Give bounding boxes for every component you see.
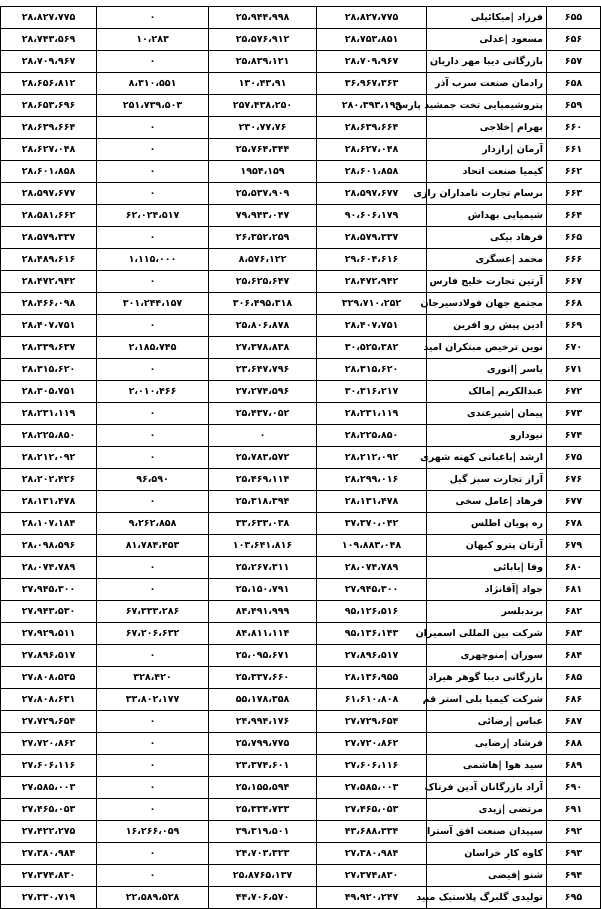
amount-3-cell: ۸،۳۱۰،۵۵۱ (97, 73, 209, 95)
amount-3-cell: ۰ (97, 579, 209, 601)
amount-1-cell: ۲۷،۶۰۶،۱۱۶ (317, 755, 427, 777)
company-name-cell: آرمان |رازدار (427, 139, 547, 161)
table-row (1, 557, 601, 579)
amount-4-cell: ۲۸،۶۵۶،۸۱۲ (1, 73, 97, 95)
amount-4-cell: ۲۸،۶۲۷،۰۴۸ (1, 139, 97, 161)
amount-4-cell: ۲۸،۸۲۷،۷۷۵ (1, 7, 97, 29)
row-number-cell: ۶۶۴ (547, 205, 601, 227)
amount-2-cell: ۲۵،۶۲۵،۶۴۷ (209, 271, 317, 293)
amount-4-cell: ۲۸،۲۰۲،۴۲۶ (1, 469, 97, 491)
amount-1-cell: ۲۸،۵۷۹،۳۳۷ (317, 227, 427, 249)
company-name-cell: ادین پیش رو افرین (427, 315, 547, 337)
table-row (1, 799, 601, 821)
amount-2-cell: ۲۵،۴۳۷،۰۵۲ (209, 403, 317, 425)
amount-3-cell: ۰ (97, 755, 209, 777)
table-row (1, 359, 601, 381)
table-row (1, 887, 601, 909)
company-name-cell: آرتین تجارت خلیج فارس (427, 271, 547, 293)
table-row (1, 95, 601, 117)
amount-1-cell: ۲۷،۷۲۹،۶۵۴ (317, 711, 427, 733)
row-number-cell: ۶۹۳ (547, 843, 601, 865)
amount-3-cell: ۱۰،۲۸۳ (97, 29, 209, 51)
amount-1-cell: ۲۸،۸۲۷،۷۷۵ (317, 7, 427, 29)
amount-3-cell: ۸۱،۷۸۴،۴۵۳ (97, 535, 209, 557)
row-number-cell: ۶۹۵ (547, 887, 601, 909)
company-name-cell: سید هوا |هاشمی (427, 755, 547, 777)
amount-3-cell: ۲۲،۵۸۹،۵۲۸ (97, 887, 209, 909)
amount-4-cell: ۲۸،۲۱۲،۰۹۲ (1, 447, 97, 469)
amount-2-cell: ۲۵،۲۶۷،۳۱۱ (209, 557, 317, 579)
row-number-cell: ۶۵۸ (547, 73, 601, 95)
table-row (1, 161, 601, 183)
amount-1-cell: ۲۷،۴۶۵،۰۵۳ (317, 799, 427, 821)
row-number-cell: ۶۹۴ (547, 865, 601, 887)
row-number-cell: ۶۹۲ (547, 821, 601, 843)
amount-2-cell: ۷۹،۹۴۳،۰۴۷ (209, 205, 317, 227)
row-number-cell: ۶۹۰ (547, 777, 601, 799)
amount-4-cell: ۲۷،۸۰۸،۶۳۱ (1, 689, 97, 711)
amount-2-cell: ۲۵،۴۶۹،۱۱۴ (209, 469, 317, 491)
row-number-cell: ۶۸۴ (547, 645, 601, 667)
amount-3-cell: ۳۲۸،۴۲۰ (97, 667, 209, 689)
amount-1-cell: ۲۸،۳۱۵،۶۲۰ (317, 359, 427, 381)
amount-2-cell: ۲۵،۰۹۵،۶۷۱ (209, 645, 317, 667)
amount-3-cell: ۳۰۱،۲۴۴،۱۵۷ (97, 293, 209, 315)
amount-2-cell: ۲۵،۱۵۵،۵۹۴ (209, 777, 317, 799)
row-number-cell: ۶۶۳ (547, 183, 601, 205)
company-name-cell: فرهاد |عامل سخی (427, 491, 547, 513)
table-row (1, 843, 601, 865)
table-row (1, 623, 601, 645)
amount-1-cell: ۲۸،۷۵۳،۸۵۱ (317, 29, 427, 51)
amount-2-cell: ۲۵،۸۳۹،۱۲۱ (209, 51, 317, 73)
amount-3-cell: ۰ (97, 403, 209, 425)
amount-3-cell: ۶۲،۰۲۴،۵۱۷ (97, 205, 209, 227)
company-name-cell: وفا |بابائی (427, 557, 547, 579)
amount-4-cell: ۲۸،۵۹۷،۶۷۷ (1, 183, 97, 205)
amount-2-cell: ۴۴،۷۰۶،۵۷۰ (209, 887, 317, 909)
amount-2-cell: ۲۴،۷۰۳،۳۲۳ (209, 843, 317, 865)
amount-3-cell: ۰ (97, 7, 209, 29)
amount-1-cell: ۲۸،۴۷۲،۹۴۲ (317, 271, 427, 293)
company-name-cell: شرکت بین المللی اسمیران (427, 623, 547, 645)
row-number-cell: ۶۷۷ (547, 491, 601, 513)
amount-3-cell: ۲،۰۱۰،۴۶۶ (97, 381, 209, 403)
amount-3-cell: ۶۷،۲۰۶،۶۳۲ (97, 623, 209, 645)
amount-2-cell: ۳۹،۳۱۹،۵۰۱ (209, 821, 317, 843)
amount-2-cell: ۱۹۵۴،۱۵۹ (209, 161, 317, 183)
amount-3-cell: ۰ (97, 799, 209, 821)
amount-1-cell: ۹۰،۶۰۶،۱۷۹ (317, 205, 427, 227)
row-number-cell: ۶۸۲ (547, 601, 601, 623)
amount-2-cell: ۲۷،۳۷۸،۸۳۸ (209, 337, 317, 359)
amount-4-cell: ۲۸،۴۰۷،۷۵۱ (1, 315, 97, 337)
amount-3-cell: ۳۳،۸۰۲،۱۷۷ (97, 689, 209, 711)
table-row (1, 491, 601, 513)
amount-4-cell: ۲۸،۲۳۱،۱۱۹ (1, 403, 97, 425)
table-row (1, 73, 601, 95)
amount-2-cell: ۲۴،۹۹۴،۱۷۶ (209, 711, 317, 733)
row-number-cell: ۶۸۰ (547, 557, 601, 579)
table-row (1, 601, 601, 623)
company-name-cell: ارشد |باغبانی کهنه شهری (427, 447, 547, 469)
amount-3-cell: ۰ (97, 645, 209, 667)
company-name-cell: مجتمع جهان فولادسیرجان (427, 293, 547, 315)
amount-4-cell: ۲۷،۸۰۸،۵۳۵ (1, 667, 97, 689)
amount-2-cell: ۲۵،۹۴۴،۹۹۸ (209, 7, 317, 29)
company-name-cell: آراز تجارت سبز گیل (427, 469, 547, 491)
amount-1-cell: ۳۷،۳۷۰،۰۴۲ (317, 513, 427, 535)
amount-4-cell: ۲۷،۴۲۲،۲۷۵ (1, 821, 97, 843)
row-number-cell: ۶۶۲ (547, 161, 601, 183)
company-name-cell: سوران |منوچهری (427, 645, 547, 667)
amount-4-cell: ۲۸،۶۵۳،۶۹۶ (1, 95, 97, 117)
table-row (1, 381, 601, 403)
row-number-cell: ۶۸۱ (547, 579, 601, 601)
amount-4-cell: ۲۷،۶۰۶،۱۱۶ (1, 755, 97, 777)
company-name-cell: پیمان |شیرعندی (427, 403, 547, 425)
row-number-cell: ۶۸۷ (547, 711, 601, 733)
amount-3-cell: ۰ (97, 733, 209, 755)
row-number-cell: ۶۸۵ (547, 667, 601, 689)
amount-1-cell: ۲۷،۷۲۰،۸۶۲ (317, 733, 427, 755)
amount-4-cell: ۲۸،۶۰۱،۸۵۸ (1, 161, 97, 183)
company-name-cell: سپیدان صنعت افق آسترا (427, 821, 547, 843)
amount-1-cell: ۲۷،۳۷۴،۸۳۰ (317, 865, 427, 887)
company-name-cell: پتروشیمیایی تخت جمشید پارس (427, 95, 547, 117)
amount-3-cell: ۰ (97, 139, 209, 161)
amount-4-cell: ۲۸،۱۳۱،۴۷۸ (1, 491, 97, 513)
amount-2-cell: ۲۵،۵۳۷،۹۰۹ (209, 183, 317, 205)
company-name-cell: رادمان صنعت سرب آذر (427, 73, 547, 95)
table-row (1, 293, 601, 315)
row-number-cell: ۶۸۹ (547, 755, 601, 777)
amount-3-cell: ۰ (97, 865, 209, 887)
amount-1-cell: ۳۲۹،۷۱۰،۲۵۲ (317, 293, 427, 315)
table-row (1, 315, 601, 337)
amount-3-cell: ۰ (97, 447, 209, 469)
amount-3-cell: ۰ (97, 359, 209, 381)
table-row (1, 579, 601, 601)
amount-4-cell: ۲۸،۰۷۴،۷۸۹ (1, 557, 97, 579)
row-number-cell: ۶۵۹ (547, 95, 601, 117)
amount-1-cell: ۳۶،۹۶۷،۳۶۳ (317, 73, 427, 95)
amount-2-cell: ۳۳،۶۳۳،۰۳۸ (209, 513, 317, 535)
table-row (1, 51, 601, 73)
amount-4-cell: ۲۷،۳۳۰،۷۱۹ (1, 887, 97, 909)
company-name-cell: فرهاد بیکی (427, 227, 547, 249)
row-number-cell: ۶۷۵ (547, 447, 601, 469)
table-row (1, 667, 601, 689)
amount-3-cell: ۰ (97, 183, 209, 205)
company-name-cell: کاوه کار خراسان (427, 843, 547, 865)
amount-3-cell: ۰ (97, 777, 209, 799)
table-row (1, 821, 601, 843)
company-name-cell: بازرگانی دیبا گوهر هیراد (427, 667, 547, 689)
amount-4-cell: ۲۸،۳۱۵،۶۲۰ (1, 359, 97, 381)
amount-4-cell: ۲۸،۳۳۹،۶۳۷ (1, 337, 97, 359)
amount-2-cell: ۲۵،۷۹۹،۷۷۵ (209, 733, 317, 755)
table-row (1, 469, 601, 491)
amount-1-cell: ۲۷،۸۹۶،۵۱۷ (317, 645, 427, 667)
table-row (1, 205, 601, 227)
table-row (1, 755, 601, 777)
amount-4-cell: ۲۸،۳۰۵،۷۵۱ (1, 381, 97, 403)
amount-1-cell: ۳۰،۵۲۵،۳۸۲ (317, 337, 427, 359)
table-row (1, 733, 601, 755)
company-name-cell: آراد بازرگانان آدین فرتاک (427, 777, 547, 799)
row-number-cell: ۶۵۶ (547, 29, 601, 51)
amount-1-cell: ۲۸،۵۹۷،۶۷۷ (317, 183, 427, 205)
row-number-cell: ۶۵۵ (547, 7, 601, 29)
company-name-cell: نیودارو (427, 425, 547, 447)
row-number-cell: ۶۶۱ (547, 139, 601, 161)
amount-3-cell: ۹،۲۶۲،۸۵۸ (97, 513, 209, 535)
row-number-cell: ۶۹۱ (547, 799, 601, 821)
amount-4-cell: ۲۸،۵۸۱،۶۶۲ (1, 205, 97, 227)
company-name-cell: کیمیا صنعت اتحاد (427, 161, 547, 183)
amount-4-cell: ۲۷،۳۸۰،۹۸۴ (1, 843, 97, 865)
amount-4-cell: ۲۷،۹۴۳،۵۳۰ (1, 601, 97, 623)
amount-2-cell: ۳۰۶،۴۹۵،۳۱۸ (209, 293, 317, 315)
table-row (1, 337, 601, 359)
amount-4-cell: ۲۷،۷۲۰،۸۶۲ (1, 733, 97, 755)
amount-4-cell: ۲۸،۴۶۶،۰۹۸ (1, 293, 97, 315)
row-number-cell: ۶۶۸ (547, 293, 601, 315)
amount-1-cell: ۲۸،۲۳۱،۱۱۹ (317, 403, 427, 425)
amount-3-cell: ۰ (97, 843, 209, 865)
row-number-cell: ۶۶۵ (547, 227, 601, 249)
table-row (1, 513, 601, 535)
row-number-cell: ۶۷۶ (547, 469, 601, 491)
amount-1-cell: ۲۸،۲۱۲،۰۹۲ (317, 447, 427, 469)
amount-3-cell: ۰ (97, 227, 209, 249)
company-name-cell: فرزاد |میکائیلی (427, 7, 547, 29)
amount-3-cell: ۱،۱۱۵،۰۰۰ (97, 249, 209, 271)
company-name-cell: شیمیایی بهداش (427, 205, 547, 227)
row-number-cell: ۶۷۴ (547, 425, 601, 447)
company-name-cell: شنو |فیضی (427, 865, 547, 887)
table-row (1, 711, 601, 733)
company-name-cell: مرتضی |زیدی (427, 799, 547, 821)
amount-1-cell: ۲۸،۱۳۱،۴۷۸ (317, 491, 427, 513)
table-row (1, 183, 601, 205)
amount-1-cell: ۲۸،۷۰۹،۹۶۷ (317, 51, 427, 73)
table-row (1, 29, 601, 51)
amount-2-cell: ۲۳۰،۷۷،۷۶ (209, 117, 317, 139)
amount-4-cell: ۲۸،۱۰۷،۱۸۴ (1, 513, 97, 535)
amount-2-cell: ۸۴،۴۹۱،۹۹۹ (209, 601, 317, 623)
table-row (1, 249, 601, 271)
row-number-cell: ۶۷۱ (547, 359, 601, 381)
amount-1-cell: ۹۵،۱۳۶،۱۴۳ (317, 623, 427, 645)
amount-1-cell: ۲۸،۲۲۵،۸۵۰ (317, 425, 427, 447)
company-name-cell: مسعود |عدلی (427, 29, 547, 51)
row-number-cell: ۶۸۶ (547, 689, 601, 711)
amount-1-cell: ۲۹،۶۰۴،۶۱۶ (317, 249, 427, 271)
company-name-cell: برندبلسر (427, 601, 547, 623)
amount-2-cell: ۲۵،۳۱۸،۳۹۴ (209, 491, 317, 513)
company-name-cell: عبدالکریم |مالک (427, 381, 547, 403)
amount-1-cell: ۴۳،۶۸۸،۳۳۴ (317, 821, 427, 843)
table-row (1, 447, 601, 469)
amount-3-cell: ۱۶،۲۶۶،۰۵۹ (97, 821, 209, 843)
amount-3-cell: ۰ (97, 51, 209, 73)
row-number-cell: ۶۷۸ (547, 513, 601, 535)
table-row (1, 7, 601, 29)
amount-4-cell: ۲۷،۷۲۹،۶۵۴ (1, 711, 97, 733)
table-row (1, 689, 601, 711)
amount-1-cell: ۲۷،۹۴۵،۳۰۰ (317, 579, 427, 601)
amount-4-cell: ۲۷،۴۶۵،۰۵۳ (1, 799, 97, 821)
amount-1-cell: ۳۰،۳۱۶،۲۱۷ (317, 381, 427, 403)
amount-2-cell: ۲۶،۳۵۲،۲۵۹ (209, 227, 317, 249)
amount-1-cell: ۱۰۹،۸۸۳،۰۴۸ (317, 535, 427, 557)
company-name-cell: شرکت کیمیا بلی استر قم (427, 689, 547, 711)
table-row (1, 403, 601, 425)
table-row (1, 645, 601, 667)
amount-3-cell: ۰ (97, 271, 209, 293)
amount-1-cell: ۲۸،۴۰۷،۷۵۱ (317, 315, 427, 337)
table-row (1, 425, 601, 447)
amount-2-cell: ۱۳۰،۴۳،۹۱ (209, 73, 317, 95)
amount-1-cell: ۲۷،۳۸۰،۹۸۴ (317, 843, 427, 865)
amount-2-cell: ۸،۵۷۶،۱۲۲ (209, 249, 317, 271)
row-number-cell: ۶۶۰ (547, 117, 601, 139)
row-number-cell: ۶۷۳ (547, 403, 601, 425)
row-number-cell: ۶۵۷ (547, 51, 601, 73)
company-name-cell: یاسر |انوری (427, 359, 547, 381)
row-number-cell: ۶۷۰ (547, 337, 601, 359)
amount-4-cell: ۲۸،۶۳۹،۶۶۴ (1, 117, 97, 139)
amount-2-cell: ۵۵،۱۷۸،۳۵۸ (209, 689, 317, 711)
amount-1-cell: ۶۱،۶۱۰،۸۰۸ (317, 689, 427, 711)
company-name-cell: ره پویان اطلس (427, 513, 547, 535)
amount-4-cell: ۲۸،۷۴۳،۵۶۹ (1, 29, 97, 51)
amount-3-cell: ۹۶،۵۹۰ (97, 469, 209, 491)
amount-2-cell: ۲۵،۷۶۴،۳۴۴ (209, 139, 317, 161)
ledger-body (1, 7, 601, 909)
amount-2-cell: ۲۵۷،۴۳۸،۲۵۰ (209, 95, 317, 117)
company-name-cell: محمد |عسگری (427, 249, 547, 271)
amount-2-cell: ۲۵،۷۸۳،۵۷۲ (209, 447, 317, 469)
amount-3-cell: ۶۷،۳۳۳،۲۸۶ (97, 601, 209, 623)
amount-4-cell: ۲۷،۹۲۹،۵۱۱ (1, 623, 97, 645)
amount-2-cell: ۲۷،۲۷۴،۵۹۶ (209, 381, 317, 403)
amount-2-cell: ۲۵،۸۷۶۵،۱۳۷ (209, 865, 317, 887)
row-number-cell: ۶۶۶ (547, 249, 601, 271)
company-name-cell: بازرگانی دیبا مهر داریان (427, 51, 547, 73)
row-number-cell: ۶۶۹ (547, 315, 601, 337)
amount-2-cell: ۲۵،۵۷۶،۹۱۲ (209, 29, 317, 51)
table-row (1, 777, 601, 799)
amount-4-cell: ۲۷،۹۴۵،۳۰۰ (1, 579, 97, 601)
amount-2-cell: ۲۵،۸۰۶،۸۷۸ (209, 315, 317, 337)
amount-2-cell: ۱۰۳،۶۴۱،۸۱۶ (209, 535, 317, 557)
amount-2-cell: ۲۳،۶۴۷،۷۹۶ (209, 359, 317, 381)
amount-3-cell: ۰ (97, 425, 209, 447)
amount-4-cell: ۲۸،۲۲۵،۸۵۰ (1, 425, 97, 447)
row-number-cell: ۶۸۸ (547, 733, 601, 755)
amount-4-cell: ۲۷،۵۸۵،۰۰۳ (1, 777, 97, 799)
company-name-cell: نوین ترخیص مبتکران امید (427, 337, 547, 359)
amount-2-cell: ۰ (209, 425, 317, 447)
company-name-cell: برسام تجارت نامداران رازی (427, 183, 547, 205)
amount-2-cell: ۲۵،۳۳۷،۶۶۰ (209, 667, 317, 689)
amount-1-cell: ۹۵،۱۲۶،۵۱۶ (317, 601, 427, 623)
amount-4-cell: ۲۷،۸۹۶،۵۱۷ (1, 645, 97, 667)
amount-1-cell: ۲۸،۶۰۱،۸۵۸ (317, 161, 427, 183)
row-number-cell: ۶۷۹ (547, 535, 601, 557)
row-number-cell: ۶۶۷ (547, 271, 601, 293)
amount-1-cell: ۲۸،۰۷۴،۷۸۹ (317, 557, 427, 579)
amount-1-cell: ۲۸،۶۳۹،۶۶۴ (317, 117, 427, 139)
amount-2-cell: ۲۳،۳۷۴،۶۰۱ (209, 755, 317, 777)
company-name-cell: آرتان پترو کیهان (427, 535, 547, 557)
amount-1-cell: ۲۸،۱۳۶،۹۵۵ (317, 667, 427, 689)
company-name-cell: تولیدی گلبرگ پلاستیک مبید (427, 887, 547, 909)
ledger-table (0, 6, 601, 909)
amount-3-cell: ۰ (97, 117, 209, 139)
amount-4-cell: ۲۸،۴۸۹،۶۱۶ (1, 249, 97, 271)
company-name-cell: جواد |آقانژاد (427, 579, 547, 601)
amount-4-cell: ۲۸،۰۹۸،۵۹۶ (1, 535, 97, 557)
table-row (1, 139, 601, 161)
amount-3-cell: ۰ (97, 557, 209, 579)
company-name-cell: بهرام |خلاجی (427, 117, 547, 139)
table-row (1, 117, 601, 139)
amount-3-cell: ۲۵۱،۷۳۹،۵۰۳ (97, 95, 209, 117)
amount-4-cell: ۲۷،۳۷۴،۸۳۰ (1, 865, 97, 887)
table-row (1, 271, 601, 293)
amount-3-cell: ۰ (97, 711, 209, 733)
table-row (1, 535, 601, 557)
amount-3-cell: ۲،۱۸۵،۷۴۵ (97, 337, 209, 359)
amount-1-cell: ۴۹،۹۲۰،۲۴۷ (317, 887, 427, 909)
amount-4-cell: ۲۸،۵۷۹،۳۳۷ (1, 227, 97, 249)
row-number-cell: ۶۷۲ (547, 381, 601, 403)
amount-4-cell: ۲۸،۴۷۲،۹۴۲ (1, 271, 97, 293)
amount-2-cell: ۸۴،۸۱۱،۱۱۴ (209, 623, 317, 645)
amount-3-cell: ۰ (97, 161, 209, 183)
amount-3-cell: ۰ (97, 315, 209, 337)
amount-1-cell: ۲۸۰،۳۹۳،۱۹۹ (317, 95, 427, 117)
amount-3-cell: ۰ (97, 491, 209, 513)
amount-4-cell: ۲۸،۷۰۹،۹۶۷ (1, 51, 97, 73)
amount-2-cell: ۲۵،۳۳۴،۷۳۳ (209, 799, 317, 821)
company-name-cell: فرشاد |رضایی (427, 733, 547, 755)
table-row (1, 227, 601, 249)
amount-1-cell: ۲۸،۲۹۹،۰۱۶ (317, 469, 427, 491)
table-row (1, 865, 601, 887)
amount-2-cell: ۲۵،۱۵۰،۷۹۱ (209, 579, 317, 601)
amount-1-cell: ۲۷،۵۸۵،۰۰۳ (317, 777, 427, 799)
company-name-cell: عباس |رضائی (427, 711, 547, 733)
row-number-cell: ۶۸۳ (547, 623, 601, 645)
amount-1-cell: ۲۸،۶۲۷،۰۴۸ (317, 139, 427, 161)
